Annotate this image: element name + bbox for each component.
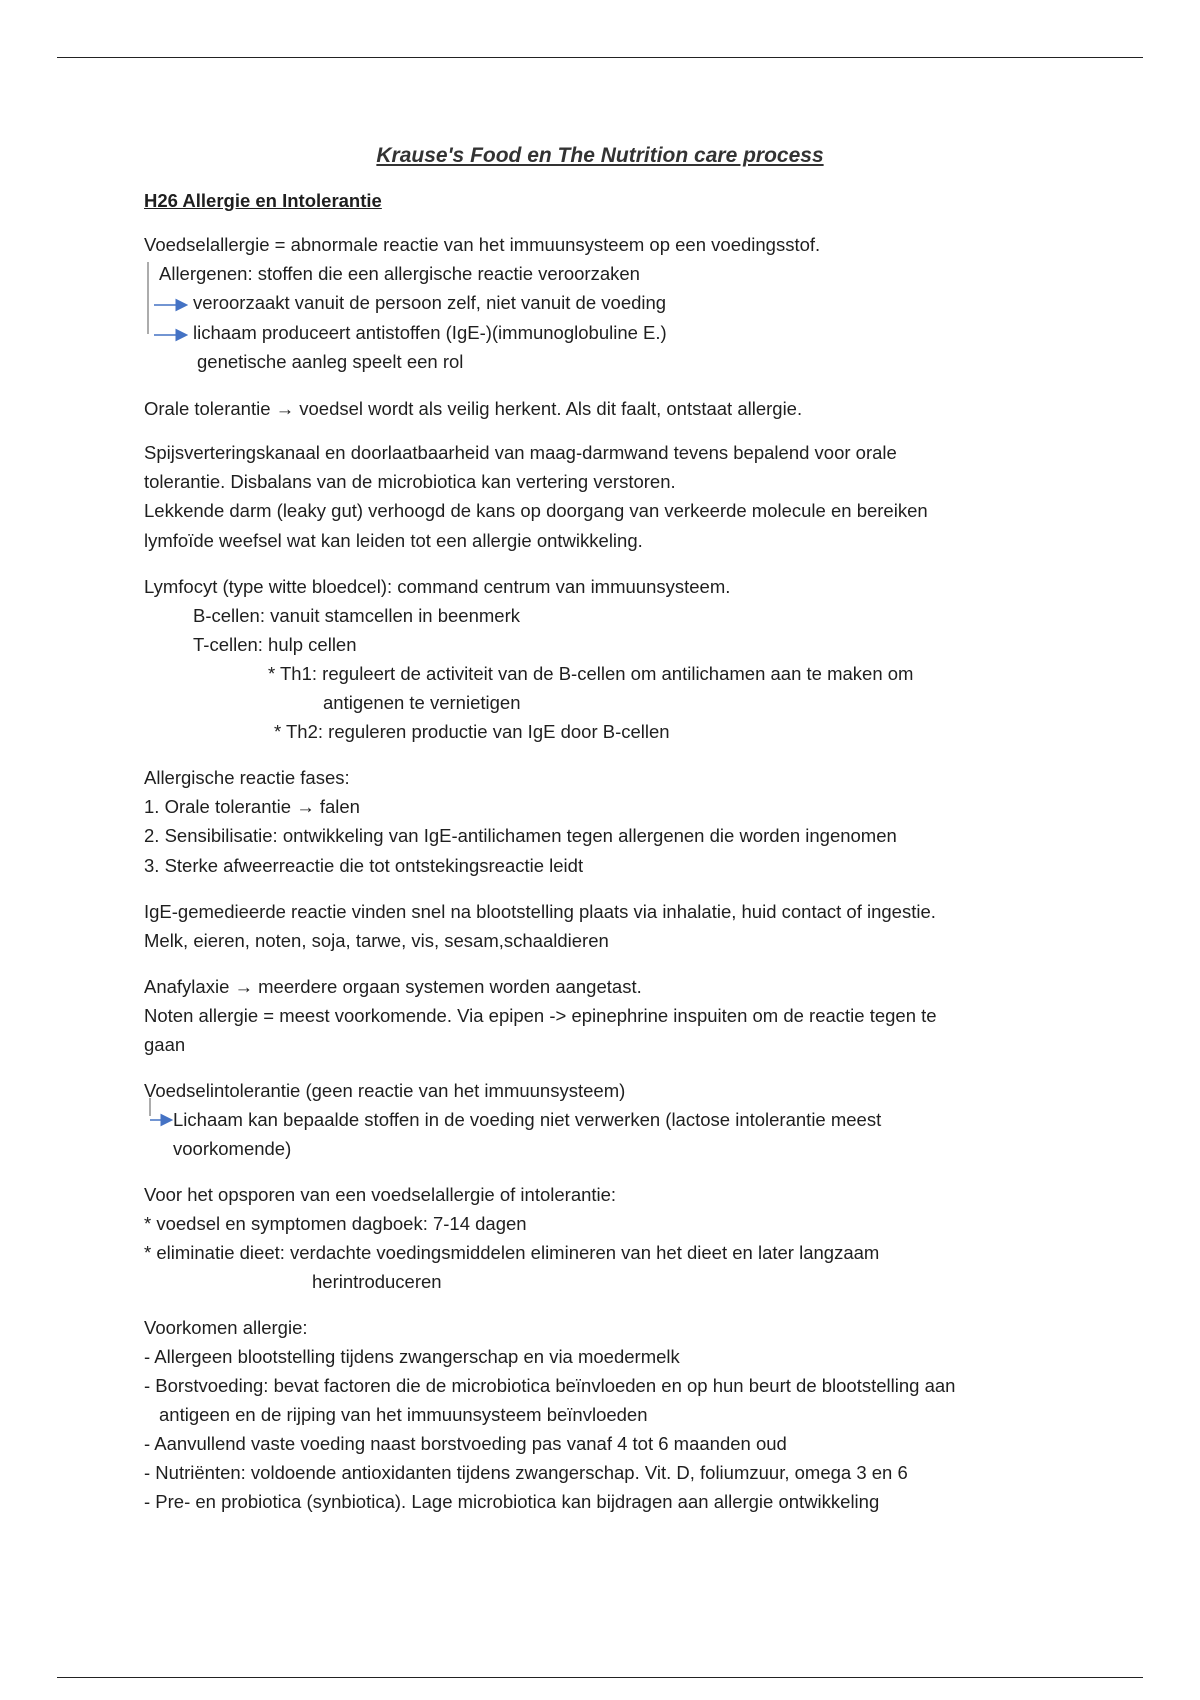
text-line: herintroduceren <box>312 1271 442 1292</box>
text-line: Noten allergie = meest voorkomende. Via epipen -> epinephrine inspuiten om de reactie tegen te <box>144 1005 937 1026</box>
text-line: Voor het opsporen van een voedselallergie of intolerantie: <box>144 1184 617 1205</box>
text-line: gaan <box>144 1034 186 1055</box>
footer-rule <box>57 1677 1143 1678</box>
text-line: IgE-gemedieerde reactie vinden snel na blootstelling plaats via inhalatie, huid contact of ingestie. <box>144 901 936 922</box>
text-line: * Th1: reguleert de activiteit van de B-cellen om antilichamen aan te maken om <box>268 663 914 684</box>
text-line: Voorkomen allergie: <box>144 1317 308 1338</box>
text-line: - Aanvullend vaste voeding naast borstvoeding pas vanaf 4 tot 6 maanden oud <box>144 1433 787 1454</box>
text-line: - Allergeen blootstelling tijdens zwangerschap en via moedermelk <box>144 1346 680 1367</box>
text-line: - Nutriënten: voldoende antioxidanten tijdens zwangerschap. Vit. D, foliumzuur, omega 3 en 6 <box>144 1462 908 1483</box>
text-line: * voedsel en symptomen dagboek: 7-14 dagen <box>144 1213 527 1234</box>
text-line: Allergenen: stoffen die een allergische reactie veroorzaken <box>159 263 640 284</box>
document-title: Krause's Food en The Nutrition care process <box>376 144 824 167</box>
text-line: Voedselallergie = abnormale reactie van het immuunsysteem op een voedingsstof. <box>144 234 821 255</box>
text-line: Orale tolerantie → voedsel wordt als veilig herkent. Als dit faalt, ontstaat allergie. <box>144 398 803 419</box>
text-line: Allergische reactie fases: <box>144 767 350 788</box>
text-line: 3. Sterke afweerreactie die tot ontstekingsreactie leidt <box>144 855 584 876</box>
text-line: veroorzaakt vanuit de persoon zelf, niet vanuit de voeding <box>193 292 667 313</box>
text-line: voorkomende) <box>173 1138 292 1159</box>
text-line: genetische aanleg speelt een rol <box>197 351 464 372</box>
text-line: B-cellen: vanuit stamcellen in beenmerk <box>193 605 520 626</box>
text-line: Spijsverteringskanaal en doorlaatbaarheid van maag-darmwand tevens bepalend voor orale <box>144 442 897 463</box>
text-line: T-cellen: hulp cellen <box>193 634 357 655</box>
text-line: - Pre- en probiotica (synbiotica). Lage microbiotica kan bijdragen aan allergie ontwikkeling <box>144 1491 880 1512</box>
text-line: Lymfocyt (type witte bloedcel): command centrum van immuunsysteem. <box>144 576 731 597</box>
text-line: Voedselintolerantie (geen reactie van het immuunsysteem) <box>144 1080 626 1101</box>
text-line: * eliminatie dieet: verdachte voedingsmiddelen elimineren van het dieet en later langzaam <box>144 1242 880 1263</box>
text-line: Lekkende darm (leaky gut) verhoogd de kans op doorgang van verkeerde molecule en bereiken <box>144 500 928 521</box>
text-line: 2. Sensibilisatie: ontwikkeling van IgE-antilichamen tegen allergenen die worden ingenomen <box>144 825 897 846</box>
text-line: Melk, eieren, noten, soja, tarwe, vis, sesam,schaaldieren <box>144 930 609 951</box>
text-line: - Borstvoeding: bevat factoren die de microbiotica beïnvloeden en op hun beurt de blootstelling aan <box>144 1375 956 1396</box>
header-rule <box>57 57 1143 58</box>
text-line: * Th2: reguleren productie van IgE door B-cellen <box>274 721 670 742</box>
text-line: Anafylaxie → meerdere orgaan systemen worden aangetast. <box>144 976 642 997</box>
text-line: tolerantie. Disbalans van de microbiotica kan vertering verstoren. <box>144 471 676 492</box>
text-line: 1. Orale tolerantie → falen <box>144 796 360 817</box>
text-line: lymfoïde weefsel wat kan leiden tot een allergie ontwikkeling. <box>144 530 643 551</box>
section-heading: H26 Allergie en Intolerantie <box>144 190 382 211</box>
text-line: lichaam produceert antistoffen (IgE-)(immunoglobuline E.) <box>193 322 667 343</box>
text-line: Lichaam kan bepaalde stoffen in de voeding niet verwerken (lactose intolerantie meest <box>173 1109 882 1130</box>
text-line: antigenen te vernietigen <box>323 692 521 713</box>
text-line: antigeen en de rijping van het immuunsysteem beïnvloeden <box>159 1404 648 1425</box>
